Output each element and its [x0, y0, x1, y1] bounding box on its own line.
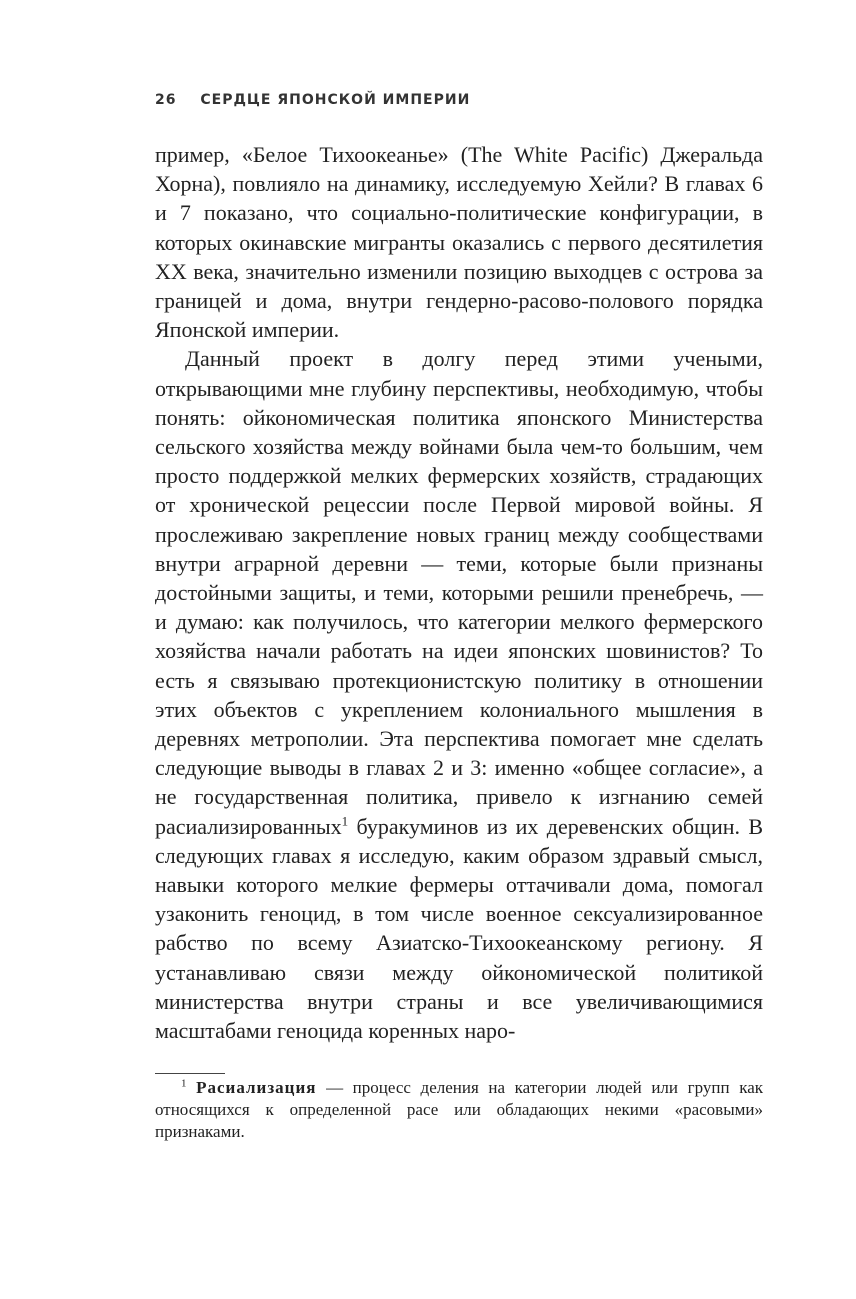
footnote-marker: 1 — [181, 1077, 187, 1090]
running-header — [155, 92, 470, 108]
paragraph-2-text-a: Данный проект в долгу перед этими учеными, открывающими мне глубину перспективы, необходимую, чтобы понять: ойкономическая политика японского Министерства сельского хозяйства между войнами была чем-то большим, чем просто поддержкой мелких фермерских хозяйств, страдающих от хронической рецессии после Первой мировой войны. Я прослеживаю закрепление новых границ между сообществами внутри аграрной деревни — теми, которые были признаны достойными защиты, и теми, которыми решили пренебречь, — и думаю: как получилось, что категории мелкого фермерского хозяйства начали работать на идеи японских шовинистов? То есть я связываю протекционистскую политику в отношении этих объектов с укреплением колониального мышления в деревнях метрополии. Эта перспектива помогает мне сделать следующие выводы в главах 2 и 3: именно «общее согласие», а не государственная политика, привело к изгнанию семей расиализированных — [155, 346, 763, 839]
paragraph-1: пример, «Белое Тихоокеанье» (The White Pacific) Джеральда Хорна), повлияло на динамику, исследуемую Хейли? В главах 6 и 7 показано, что социально-политические конфигурации, в которых окинавские мигранты оказались с первого десятилетия XX века, значительно изменили позицию выходцев с острова за границей и дома, внутри гендерно-расово-полового порядка Японской империи. — [155, 142, 763, 343]
page-number: 26 — [155, 92, 177, 108]
paragraph-2-text-b: буракуминов из их деревенских общин. В следующих главах я исследую, каким образом здравый смысл, навыки которого мелкие фермеры оттачивали дома, помогал узаконить геноцид, в том числе военное сексуализированное рабство по всему Азиатско-Тихоокеанскому региону. Я устанавливаю связи между ойкономической политикой министерства внутри страны и все увеличивающимися масштабами геноцида коренных наро- — [155, 813, 763, 1044]
footnote-text: — процесс деления на категории людей или групп как относящихся к определенной расе или обладающих некими «расовыми» признаками. — [155, 1078, 763, 1141]
footnote-term: Расиализация — [196, 1078, 317, 1097]
running-title: СЕРДЦЕ ЯПОНСКОЙ ИМПЕРИИ — [200, 92, 471, 108]
footnote — [155, 1077, 763, 1143]
footnote-reference[interactable]: 1 — [341, 813, 349, 829]
paragraph-2 — [155, 344, 763, 1045]
footnote-divider — [155, 1073, 225, 1074]
main-text — [155, 140, 763, 1045]
